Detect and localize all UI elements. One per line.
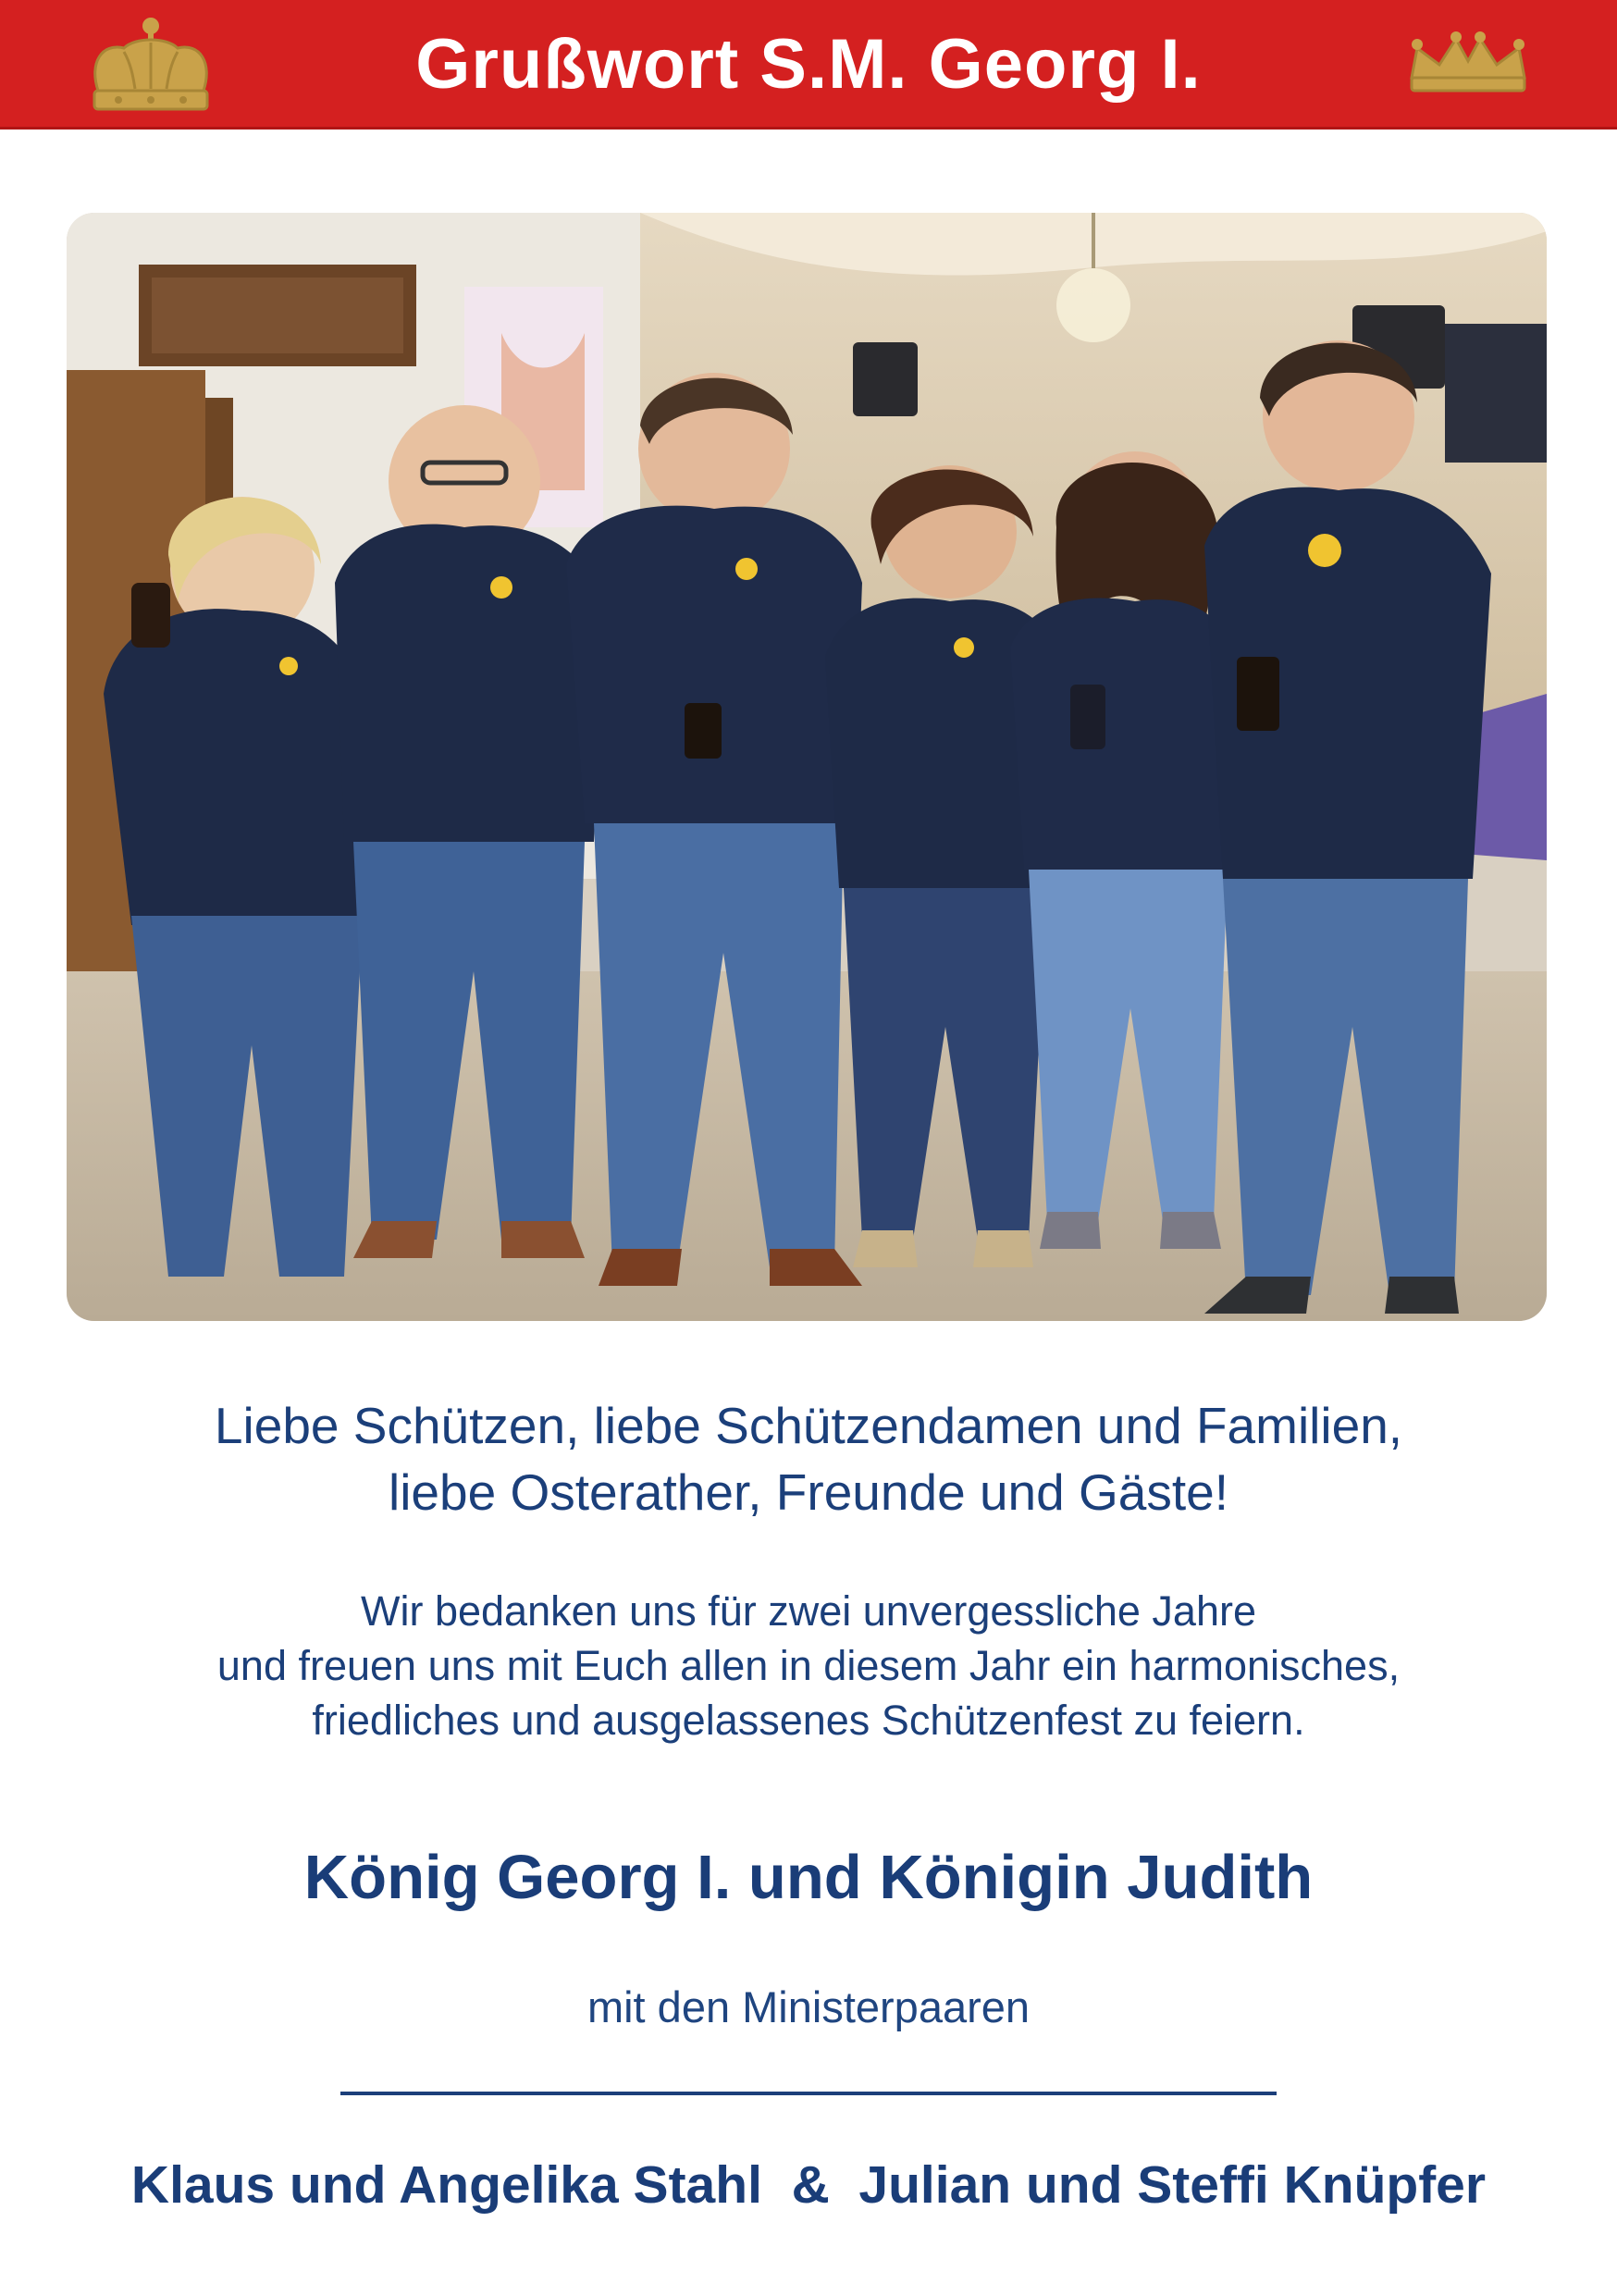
message-line: Wir bedanken uns für zwei unvergessliche Jahre <box>361 1587 1256 1635</box>
group-photo-icon <box>67 213 1547 1321</box>
greeting-line: liebe Osterather, Freunde und Gäste! <box>388 1463 1229 1521</box>
greeting-line: Liebe Schützen, liebe Schützendamen und Familien, <box>214 1397 1403 1454</box>
message-line: friedliches und ausgelassenes Schützenfest zu feiern. <box>312 1697 1305 1744</box>
royal-names: König Georg I. und Königin Judith <box>303 1843 1314 1912</box>
minister-names: Klaus und Angelika Stahl & Julian und Steffi Knüpfer <box>130 2155 1487 2215</box>
message <box>0 1584 1617 1747</box>
page-title: Grußwort S.M. Georg I. <box>415 25 1202 104</box>
greeting <box>0 1392 1617 1525</box>
divider <box>340 2092 1277 2095</box>
message-line: und freuen uns mit Euch allen in diesem Jahr ein harmonisches, <box>216 1642 1401 1689</box>
group-photo <box>67 213 1547 1321</box>
ministers-intro: mit den Ministerpaaren <box>586 1982 1031 2031</box>
